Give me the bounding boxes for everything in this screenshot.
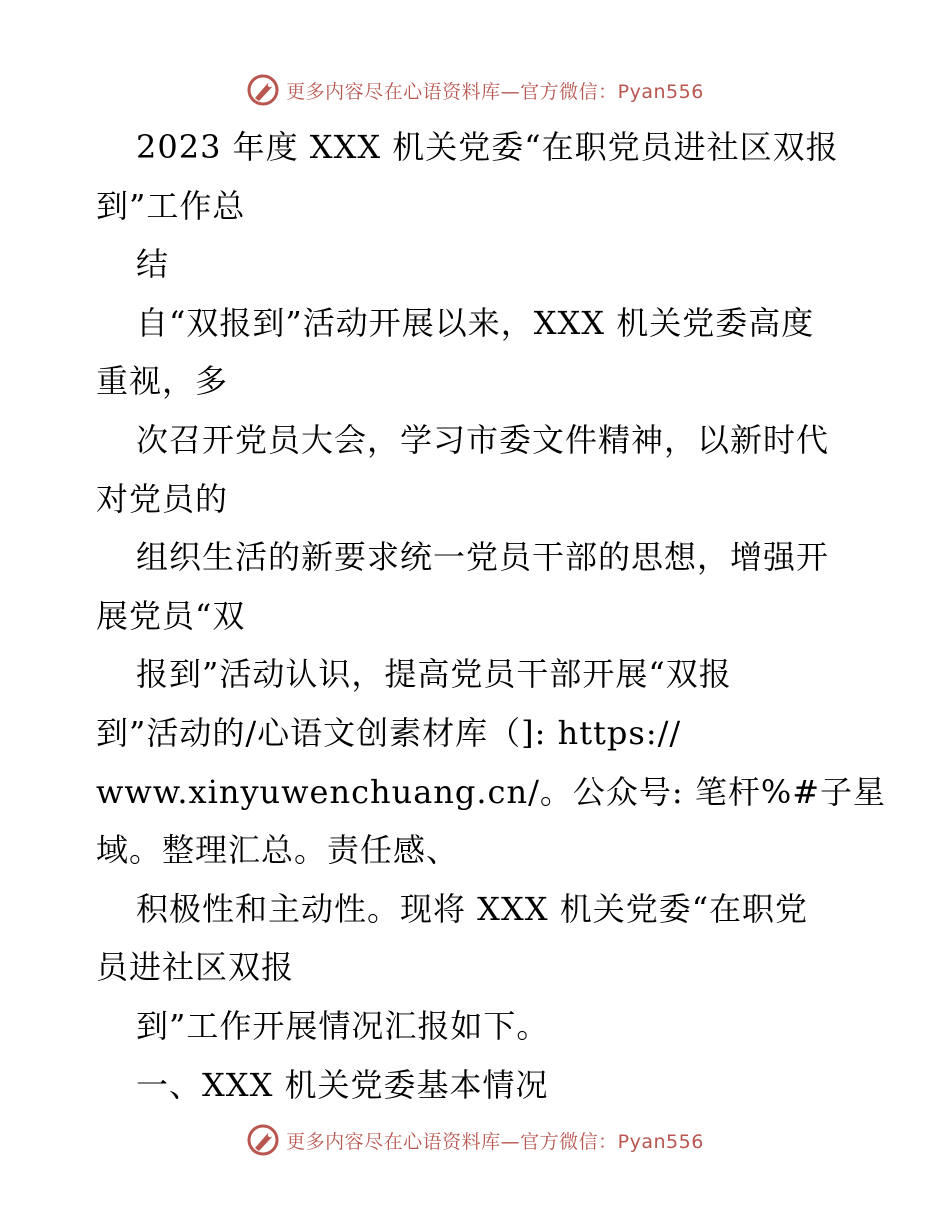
document-body: [96, 118, 887, 1114]
text-line: 积极性和主动性。现将 XXX 机关党委“在职党: [136, 889, 809, 928]
text-line: 2023 年度 XXX 机关党委“在职党员进社区双报: [136, 128, 839, 166]
text-line: 对党员的: [96, 479, 229, 518]
pen-logo-icon: [246, 1123, 280, 1157]
pen-logo-icon: [246, 73, 280, 107]
text-line: 展党员“双: [96, 596, 246, 635]
text-line: 重视，多: [96, 362, 229, 401]
text-line: 结: [136, 245, 170, 284]
text-line: 到”工作总: [96, 186, 246, 225]
text-line: 报到”活动认识，提高党员干部开展“双报: [136, 655, 732, 694]
banner-text: 更多内容尽在心语资料库—官方微信：Pyan556: [286, 1130, 704, 1153]
text-line: 一、XXX 机关党委基本情况: [136, 1065, 549, 1104]
text-line: 自“双报到”活动开展以来，XXX 机关党委高度: [136, 303, 815, 342]
text-line: 到”活动的/心语文创素材库（]: https://: [96, 713, 682, 752]
text-line: 域。整理汇总。责任感、: [96, 831, 460, 870]
text-line: 员进社区双报: [96, 948, 295, 987]
header-banner: [0, 70, 950, 110]
text-line: www.xinyuwenchuang.cn/。公众号: 笔杆%#子星: [96, 772, 887, 811]
text-line: 到”工作开展情况汇报如下。: [136, 1006, 550, 1045]
text-line: 组织生活的新要求统一党员干部的思想，增强开: [136, 538, 830, 577]
footer-banner: [0, 1120, 950, 1160]
banner-text: 更多内容尽在心语资料库—官方微信：Pyan556: [286, 80, 704, 103]
text-line: 次召开党员大会，学习市委文件精神，以新时代: [136, 420, 830, 459]
